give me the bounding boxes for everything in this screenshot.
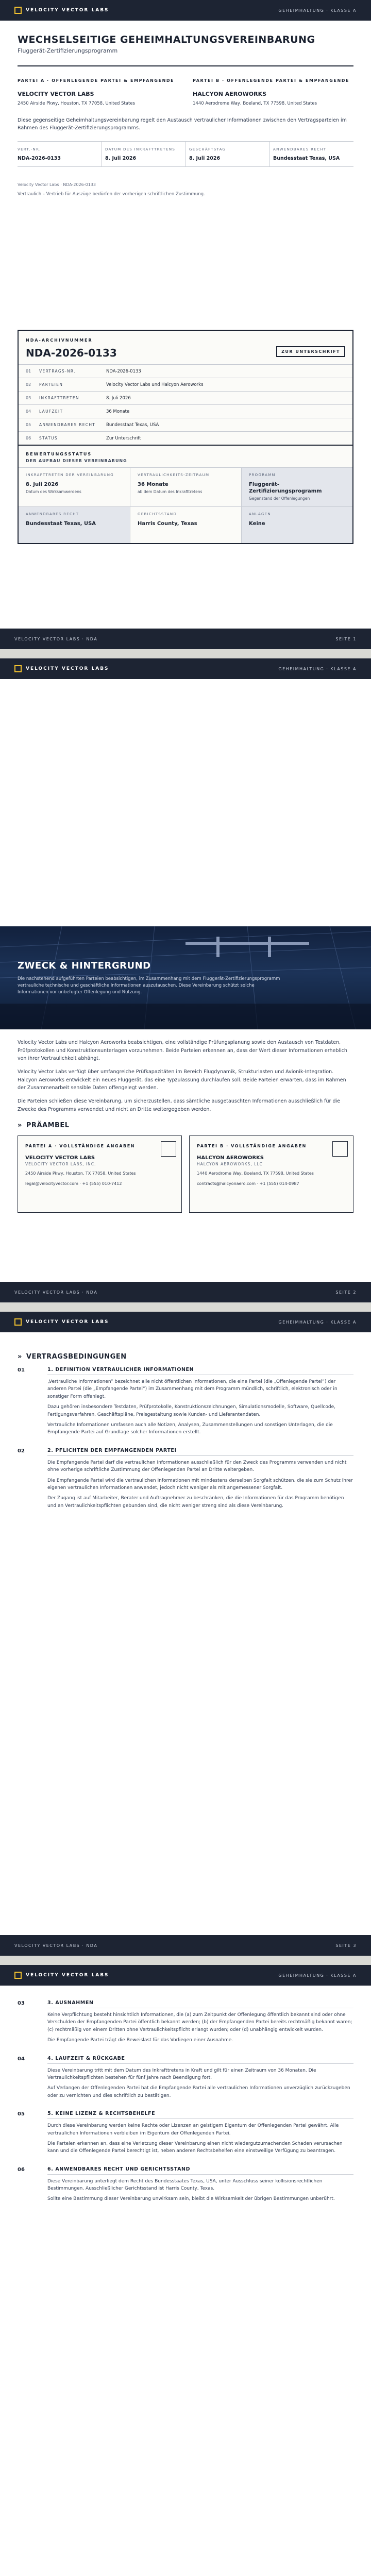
page-footer [0, 629, 371, 649]
meta-value: Bundesstaat Texas, USA [273, 155, 340, 161]
meta-cell [18, 142, 102, 166]
footer-page [335, 1290, 357, 1295]
party-card-name: VELOCITY VECTOR LABS [25, 1155, 95, 1161]
clause [18, 2166, 353, 2206]
party-card-corp: HALCYON AEROWORKS, LLC [197, 1162, 263, 1167]
row-value: 8. Juli 2026 [106, 395, 131, 401]
footer-page-number: 2 [353, 1290, 357, 1295]
meta-value: 8. Juli 2026 [189, 155, 221, 161]
section-title-background: ZWECK & HINTERGRUND [18, 960, 151, 971]
clause [18, 2111, 353, 2158]
fact-sub: Datum des Wirksamwerdens [26, 489, 81, 494]
meta-value: 8. Juli 2026 [105, 155, 137, 161]
footer-page-number: 1 [353, 636, 357, 641]
key-facts-bottom [19, 506, 352, 543]
row-key: ANWENDBARES RECHT [39, 422, 96, 427]
paragraph: Die Parteien schließen diese Vereinbarung, um sicherzustellen, dass sämtliche ausgetauschten Informationen ausschließlich für die Zwecke des Programms verwendet und nicht an Dritte weitergegeben werden. [18, 1098, 340, 1112]
paragraph: Velocity Vector Labs und Halcyon Aeroworks beabsichtigen, eine vollständige Prüfungsplanung sowie den Austausch von Testdaten, Prüfprotokollen und Konstruktionsunterlagen vorzunehmen. Beide Parteien erkennen an, dass der Wert dieser Informationen erheblich von ihrer Vertraulichkeit abhängt. [18, 1040, 347, 1062]
party-card-corp: VELOCITY VECTOR LABS, INC. [25, 1162, 96, 1167]
clause [18, 2000, 353, 2047]
meta-key: DATUM DES INKRAFTTRETENS [105, 147, 176, 152]
party-cards [18, 1136, 353, 1213]
footer-page [335, 1943, 357, 1948]
page-clauses-2 [0, 1965, 371, 2576]
key-facts-top [19, 467, 352, 506]
clause-paragraph: Die Parteien erkennen an, dass eine Verletzung dieser Vereinbarung einen nicht wiedergutzumachenden Schaden verursachen kann und die Offenlegende Partei berechtigt ist, neben anderen Rechtsbehelfen eine einstweilige Verfügung zu beantragen. [47, 2141, 343, 2154]
fact-value: Harris County, Texas [138, 521, 197, 527]
registry-row [19, 378, 352, 391]
clause-paragraph: Durch diese Vereinbarung werden keine Rechte oder Lizenzen an geistigem Eigentum der Offenlegenden Partei gewährt. Alle vertraulichen Informationen verbleiben im Eigentum der Offenlegenden Partei. [47, 2123, 339, 2136]
double-chevron-icon: » [18, 1122, 22, 1130]
footer-left: VELOCITY VECTOR LABS · NDA [14, 1943, 98, 1948]
brand-logo-icon [14, 7, 22, 14]
party-card-address: 1440 Aerodrome Way, Boeland, TX 77598, United States [197, 1171, 314, 1176]
meta-cell [185, 142, 269, 166]
section-heading-parties [18, 1122, 353, 1129]
dossier-section-sub: DER AUFBAU DIESER VEREINBARUNG [26, 459, 127, 463]
party-b-address: 1440 Aerodrome Way, Boeland, TX 77598, United States [193, 100, 317, 106]
party-a-label: PARTEI A · OFFENLEGENDE PARTEI & EMPFANGENDE [18, 78, 175, 83]
brand-logo-icon [14, 665, 22, 672]
party-a-name: VELOCITY VECTOR LABS [18, 90, 94, 97]
clause-paragraph: „Vertrauliche Informationen“ bezeichnet alle nicht öffentlichen Informationen, die eine Partei (die „Offenlegende Partei“) der anderen Partei (die „Empfangende Partei“) im Zusammenhang mit dem Programm mündlich, schriftlich, elektronisch oder in sonstiger Form offenlegt. [47, 1379, 338, 1399]
section-heading-text: PRÄAMBEL [26, 1122, 70, 1130]
party-card-contact: contracts@halcyonaero.com · +1 (555) 014-0987 [197, 1181, 299, 1187]
party-b-name: HALCYON AEROWORKS [193, 90, 267, 97]
banner-text: Die nachstehend aufgeführten Parteien beabsichtigen, im Zusammenhang mit dem Fluggerät-Zertifizierungsprogramm vertrauliche technische und geschäftliche Informationen auszutauschen. Diese Vereinbarung schützt solche Informationen vor unbefugter Offenlegung und Nutzung. [18, 976, 280, 995]
contract-meta [18, 141, 353, 167]
clause [18, 1448, 353, 1513]
registry-row [19, 391, 352, 404]
registry-row [19, 418, 352, 431]
page-footer [0, 1935, 371, 1956]
fact-value: 8. Juli 2026 [26, 481, 59, 487]
clause-paragraph: Die Empfangende Partei wird die vertraulichen Informationen mit mindestens derselben Sorgfalt schützen, die sie zum Schutz ihrer eigenen vertraulichen Informationen anwendet, jedoch nicht weniger als mit angemessener Sorgfalt. [47, 1478, 353, 1490]
clause-paragraph: Keine Verpflichtung besteht hinsichtlich Informationen, die (a) zum Zeitpunkt der Offenlegung öffentlich bekannt sind oder ohne Verschulden der Empfangenden Partei öffentlich bekannt werden; (b) der Empfangenden Partei bereits rechtmäßig bekannt waren; (c) rechtmäßig von einem Dritten ohne Vertraulichkeitspflicht erlangt wurden; oder (d) unabhängig entwickelt wurden. [47, 2012, 352, 2032]
row-value: Bundesstaat Texas, USA [106, 422, 159, 428]
fact-value: Keine [249, 521, 265, 527]
registry-row [19, 404, 352, 418]
page-header [0, 1312, 371, 1332]
party-a-address: 2450 Airside Pkwy, Houston, TX 77058, United States [18, 100, 136, 106]
clause-number: 04 [18, 2056, 25, 2062]
fact-cell [130, 507, 241, 543]
party-card-address: 2450 Airside Pkwy, Houston, TX 77058, United States [25, 1171, 136, 1176]
fact-key: INKRAFTTRETEN DER VEREINBARUNG [26, 473, 114, 477]
party-card-name: HALCYON AEROWORKS [197, 1155, 264, 1161]
fact-value: 36 Monate [138, 481, 168, 487]
party-card-label: PARTEI A · VOLLSTÄNDIGE ANGABEN [25, 1144, 136, 1149]
document-subtitle: Fluggerät-Zertifizierungsprogramm [18, 47, 118, 54]
footer-page-label: SEITE [335, 1290, 351, 1295]
clause-title: 6. ANWENDBARES RECHT UND GERICHTSSTAND [47, 2166, 353, 2175]
footer-page-label: SEITE [335, 1943, 351, 1948]
clause-title: 3. AUSNAHMEN [47, 2000, 353, 2008]
page-background [0, 658, 371, 1302]
footer-page-label: SEITE [335, 636, 351, 641]
header-doc-tag: GEHEIMHALTUNG · KLASSE A [278, 8, 357, 13]
fact-cell [19, 507, 130, 543]
row-number: 02 [26, 382, 31, 387]
clause-paragraph: Der Zugang ist auf Mitarbeiter, Berater und Auftragnehmer zu beschränken, die die Informationen für das Programm benötigen und an Vertraulichkeitspflichten gebunden sind, die nicht weniger streng sind als diese Vereinbarung. [47, 1496, 344, 1509]
clause-paragraph: Die Empfangende Partei trägt die Beweislast für das Vorliegen einer Ausnahme. [47, 2038, 233, 2043]
archive-label: NDA-ARCHIVNUMMER [26, 338, 93, 343]
page-footer [0, 1282, 371, 1302]
footer-left: VELOCITY VECTOR LABS · NDA [14, 636, 98, 641]
fact-value: Bundesstaat Texas, USA [26, 521, 96, 527]
row-number: 06 [26, 436, 31, 440]
dossier-section-label: BEWERTUNGSSTATUS [19, 445, 352, 459]
row-number: 05 [26, 422, 31, 427]
clause-paragraph: Vertrauliche Informationen umfassen auch alle Notizen, Analysen, Zusammenstellungen und sonstigen Unterlagen, die die Empfangende Partei auf Grundlage solcher Informationen erstellt. [47, 1422, 333, 1435]
brand-logo-icon [14, 1972, 22, 1979]
fact-key: ANLAGEN [249, 512, 271, 517]
double-chevron-icon: » [18, 1353, 22, 1361]
fact-key: ANWENDBARES RECHT [26, 512, 79, 517]
brand-logo-icon [14, 1318, 22, 1326]
header-brand: VELOCITY VECTOR LABS [26, 1319, 109, 1325]
corner-mark-icon [332, 1141, 348, 1157]
fact-cell [241, 507, 352, 543]
corner-mark-icon [161, 1141, 176, 1157]
row-value: Velocity Vector Labs und Halcyon Aeroworks [106, 382, 204, 387]
clause-paragraph: Diese Vereinbarung unterliegt dem Recht des Bundesstaates Texas, USA, unter Ausschluss seiner kollisionsrechtlichen Bestimmungen. Ausschließlicher Gerichtsstand ist Harris County, Texas. [47, 2178, 323, 2192]
row-value: 36 Monate [106, 409, 130, 414]
meta-key: VERT.-NR. [18, 147, 41, 152]
intro-text: Diese gegenseitige Geheimhaltungsvereinbarung regelt den Austausch vertraulicher Informationen zwischen den Vertragsparteien im Rahmen des Fluggerät-Zertifizierungsprogramms. [18, 117, 347, 131]
row-number: 04 [26, 409, 31, 414]
clause-paragraph: Dazu gehören insbesondere Testdaten, Prüfprotokolle, Konstruktionszeichnungen, Simulationsmodelle, Software, Quellcode, Fertigungsverfahren, Geschäftspläne, Preisgestaltung sowie Kunden- und Lieferantendaten. [47, 1404, 336, 1417]
clause-paragraph: Auf Verlangen der Offenlegenden Partei hat die Empfangende Partei alle vertraulichen Informationen unverzüglich zurückzugeben oder zu vernichten und dies schriftlich zu bestätigen. [47, 2086, 350, 2098]
registry-row [19, 364, 352, 378]
clause [18, 1367, 353, 1439]
row-value: Zur Unterschrift [106, 435, 141, 441]
header-brand: VELOCITY VECTOR LABS [26, 666, 109, 671]
row-key: PARTEIEN [39, 382, 63, 387]
divider [18, 65, 353, 66]
document-number: NDA-2026-0133 [26, 347, 117, 359]
row-number: 01 [26, 369, 31, 374]
page-header [0, 0, 371, 21]
background-body [18, 1039, 353, 1213]
fact-sub: ab dem Datum des Inkrafttretens [138, 489, 203, 494]
row-value: NDA-2026-0133 [106, 368, 141, 374]
fact-cell [241, 468, 352, 506]
fact-sub: Gegenstand der Offenlegungen [249, 496, 310, 501]
row-key: STATUS [39, 436, 58, 440]
row-key: INKRAFTTRETEN [39, 396, 79, 400]
clause-title: 2. PFLICHTEN DER EMPFANGENDEN PARTEI [47, 1448, 353, 1456]
footer-page-number: 3 [353, 1943, 357, 1948]
page-header [0, 1965, 371, 1986]
clause-number: 01 [18, 1367, 25, 1373]
meta-cell [102, 142, 185, 166]
row-key: VERTRAGS-NR. [39, 369, 76, 374]
fact-key: PROGRAMM [249, 473, 276, 477]
meta-key: ANWENDBARES RECHT [273, 147, 327, 152]
page-header [0, 658, 371, 679]
paragraph: Velocity Vector Labs verfügt über umfangreiche Prüfkapazitäten im Bereich Flugdynamik, Strukturlasten und Avionik-Integration. Halcyon Aeroworks entwickelt ein neues Fluggerät, das eine Typzulassung durchlaufen soll. Beide Parteien erwarten, dass im Rahmen der Zusammenarbeit sensible Daten offengelegt werden. [18, 1069, 346, 1091]
row-number: 03 [26, 396, 31, 400]
header-doc-tag: GEHEIMHALTUNG · KLASSE A [278, 666, 357, 671]
dossier-card [18, 330, 353, 544]
meta-value: NDA-2026-0133 [18, 155, 61, 161]
fact-value: Fluggerät-Zertifizierungsprogramm [249, 481, 322, 494]
meta-key: GESCHÄFTSTAG [189, 147, 226, 152]
document-title: WECHSELSEITIGE GEHEIMHALTUNGSVEREINBARUNG [18, 34, 315, 45]
clause-number: 06 [18, 2166, 25, 2173]
clause [18, 2056, 353, 2103]
fact-cell [130, 468, 241, 506]
party-card-contact: legal@velocityvector.com · +1 (555) 010-7412 [25, 1181, 122, 1187]
party-card-label: PARTEI B · VOLLSTÄNDIGE ANGABEN [197, 1144, 307, 1149]
party-b-label: PARTEI B · OFFENLEGENDE PARTEI & EMPFANGENDE [193, 78, 350, 83]
footer-left: VELOCITY VECTOR LABS · NDA [14, 1290, 98, 1295]
registry-row [19, 431, 352, 445]
party-card-b [189, 1136, 353, 1213]
cover-note-confidential: Vertraulich – Vertrieb für Auszüge bedürfen der vorherigen schriftlichen Zustimmung. [18, 191, 205, 197]
party-card-a [18, 1136, 182, 1213]
fact-cell [19, 468, 130, 506]
clause-paragraph: Diese Vereinbarung tritt mit dem Datum des Inkrafttretens in Kraft und gilt für einen Zeitraum von 36 Monaten. Die Vertraulichkeitspflichten bestehen für fünf Jahre nach Beendigung fort. [47, 2067, 316, 2080]
clause-title: 4. LAUFZEIT & RÜCKGABE [47, 2056, 353, 2064]
footer-page [335, 637, 357, 641]
fact-key: GERICHTSSTAND [138, 512, 177, 517]
header-doc-tag: GEHEIMHALTUNG · KLASSE A [278, 1973, 357, 1978]
status-stamp: ZUR UNTERSCHRIFT [276, 346, 345, 357]
header-brand: VELOCITY VECTOR LABS [26, 1973, 109, 1978]
cover-note: Velocity Vector Labs · NDA-2026-0133 [18, 182, 96, 187]
clause-paragraph: Die Empfangende Partei darf die vertraulichen Informationen ausschließlich für den Zweck des Programms verwenden und nicht ohne vorherige schriftliche Zustimmung der Offenlegenden Partei an Dritte weitergeben. [47, 1460, 347, 1473]
page-clauses-1 [0, 1312, 371, 1956]
section-heading-text: VERTRAGSBEDINGUNGEN [26, 1353, 127, 1361]
clause-number: 03 [18, 2001, 25, 2006]
clause-title: 1. DEFINITION VERTRAULICHER INFORMATIONEN [47, 1367, 353, 1375]
clause-paragraph: Sollte eine Bestimmung dieser Vereinbarung unwirksam sein, bleibt die Wirksamkeit der übrigen Bestimmungen unberührt. [47, 2196, 335, 2202]
header-doc-tag: GEHEIMHALTUNG · KLASSE A [278, 1319, 357, 1325]
clause-number: 05 [18, 2111, 25, 2117]
header-brand: VELOCITY VECTOR LABS [26, 8, 109, 13]
parties-overview [18, 78, 353, 107]
hero-banner-image [0, 926, 371, 1029]
section-heading-terms [18, 1353, 353, 1361]
page-cover [0, 0, 371, 649]
clause-number: 02 [18, 1448, 25, 1454]
row-key: LAUFZEIT [39, 409, 63, 414]
fact-key: VERTRAULICHKEITS-ZEITRAUM [138, 473, 210, 477]
clause-title: 5. KEINE LIZENZ & RECHTSBEHELFE [47, 2111, 353, 2119]
meta-cell [269, 142, 353, 166]
